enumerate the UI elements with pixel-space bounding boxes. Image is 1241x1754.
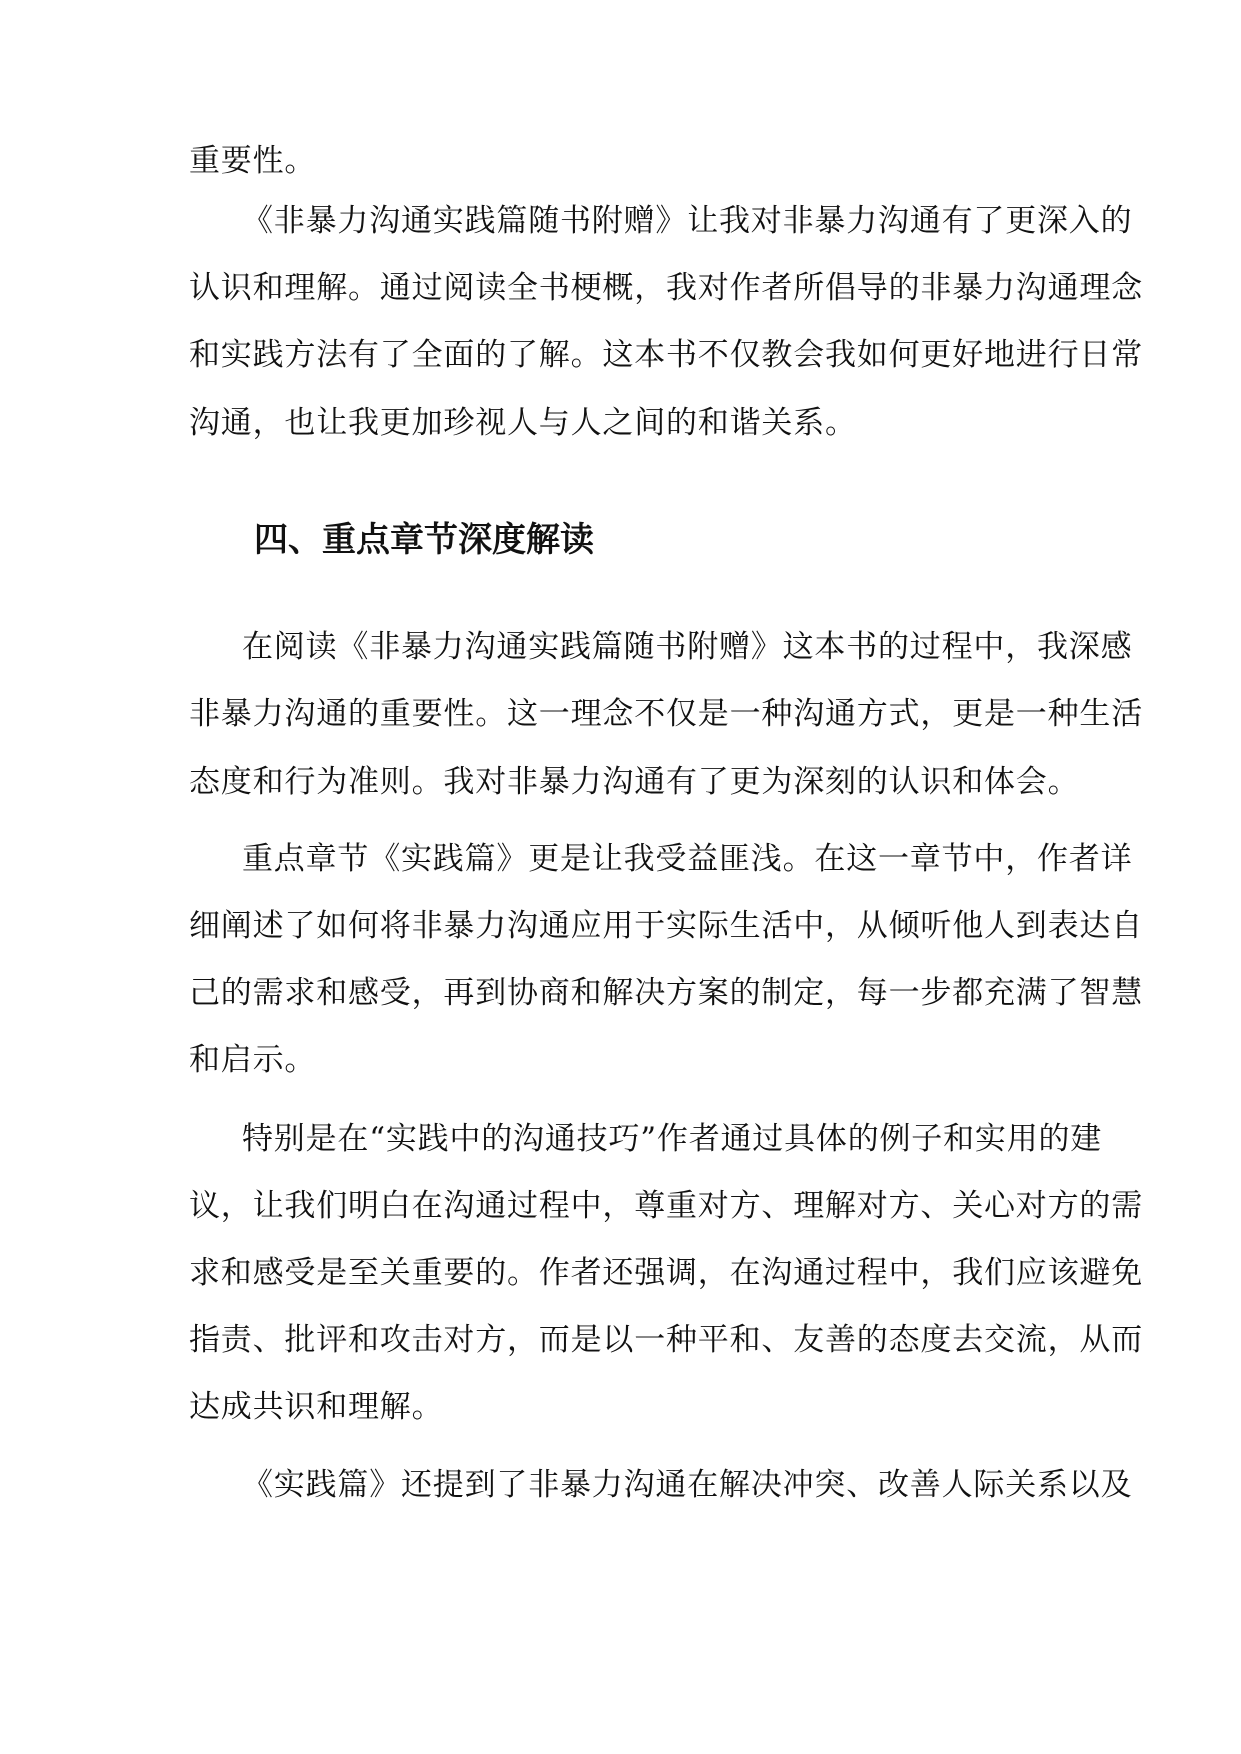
section-heading: 四、重点章节深度解读 — [254, 520, 594, 560]
text-line: 《实践篇》还提到了非暴力沟通在解决冲突、改善人际关系以及 — [242, 1467, 1133, 1503]
text-line: 和实践方法有了全面的了解。这本书不仅教会我如何更好地进行日常 — [189, 337, 1143, 373]
text-line: 达成共识和理解。 — [189, 1389, 444, 1425]
text-line: 非暴力沟通的重要性。这一理念不仅是一种沟通方式，更是一种生活 — [189, 696, 1143, 732]
text-line: 重点章节《实践篇》更是让我受益匪浅。在这一章节中，作者详 — [242, 841, 1133, 877]
text-line: 和启示。 — [189, 1042, 317, 1078]
text-line: 在阅读《非暴力沟通实践篇随书附赠》这本书的过程中，我深感 — [242, 629, 1133, 665]
text-line: 指责、批评和攻击对方，而是以一种平和、友善的态度去交流，从而 — [189, 1322, 1143, 1358]
text-line: 己的需求和感受，再到协商和解决方案的制定，每一步都充满了智慧 — [189, 975, 1143, 1011]
text-line: 沟通，也让我更加珍视人与人之间的和谐关系。 — [189, 405, 857, 441]
text-line: 态度和行为准则。我对非暴力沟通有了更为深刻的认识和体会。 — [189, 764, 1080, 800]
text-line: 特别是在“实践中的沟通技巧”作者通过具体的例子和实用的建 — [242, 1121, 1103, 1157]
text-line: 重要性。 — [189, 143, 317, 179]
text-line: 细阐述了如何将非暴力沟通应用于实际生活中，从倾听他人到表达自 — [189, 908, 1143, 944]
text-line: 求和感受是至关重要的。作者还强调，在沟通过程中，我们应该避免 — [189, 1255, 1143, 1291]
text-line: 《非暴力沟通实践篇随书附赠》让我对非暴力沟通有了更深入的 — [242, 203, 1133, 239]
text-line: 议，让我们明白在沟通过程中，尊重对方、理解对方、关心对方的需 — [189, 1188, 1143, 1224]
text-line: 认识和理解。通过阅读全书梗概，我对作者所倡导的非暴力沟通理念 — [189, 270, 1143, 306]
